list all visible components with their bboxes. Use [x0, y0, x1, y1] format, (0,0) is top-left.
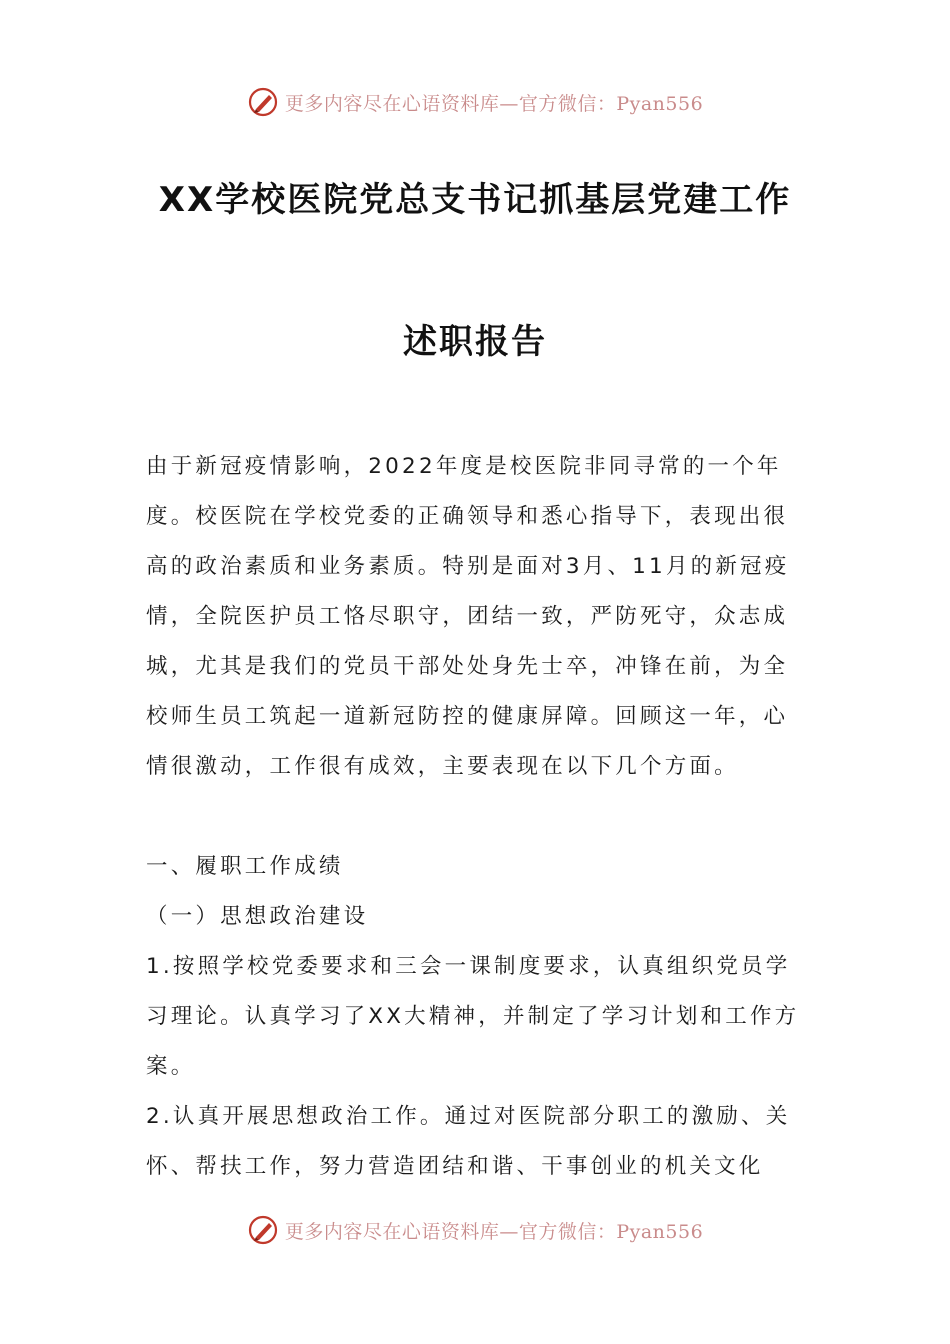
list-item-text: 2.认真开展思想政治工作。通过对医院部分职工的激励、关怀、帮扶工作，努力营造团结和谐、干事创业的机关文化 [146, 1104, 791, 1179]
subsection-heading [146, 892, 806, 942]
watermark-text: 更多内容尽在心语资料库—官方微信：Pyan556 [284, 1220, 704, 1243]
section-heading-text: 一、履职工作成绩 [146, 854, 344, 879]
section-heading [146, 842, 806, 892]
pen-logo-icon [247, 86, 279, 118]
list-item-2 [146, 1092, 806, 1192]
paragraph-text: 由于新冠疫情影响，2022年度是校医院非同寻常的一个年度。校医院在学校党委的正确领导和悉心指导下，表现出很高的政治素质和业务素质。特别是面对3月、11月的新冠疫情，全院医护员工恪尽职守，团结一致，严防死守，众志成城，尤其是我们的党员干部处处身先士卒，冲锋在前，为全校师生员工筑起一道新冠防控的健康屏障。回顾这一年，心情很激动，工作很有成效，主要表现在以下几个方面。 [146, 454, 790, 779]
watermark-header [0, 82, 950, 122]
document-title-line-1: XX学校医院党总支书记抓基层党建工作 [158, 180, 792, 220]
watermark-text: 更多内容尽在心语资料库—官方微信：Pyan556 [284, 92, 704, 115]
list-item-1 [146, 942, 806, 1092]
intro-paragraph [146, 442, 806, 792]
pen-logo-icon [247, 1214, 279, 1246]
document-title-line-2: 述职报告 [403, 322, 547, 362]
list-item-text: 1.按照学校党委要求和三会一课制度要求，认真组织党员学习理论。认真学习了XX大精神，并制定了学习计划和工作方案。 [146, 954, 800, 1079]
subsection-heading-text: （一）思想政治建设 [146, 904, 369, 929]
watermark-footer [0, 1210, 950, 1250]
